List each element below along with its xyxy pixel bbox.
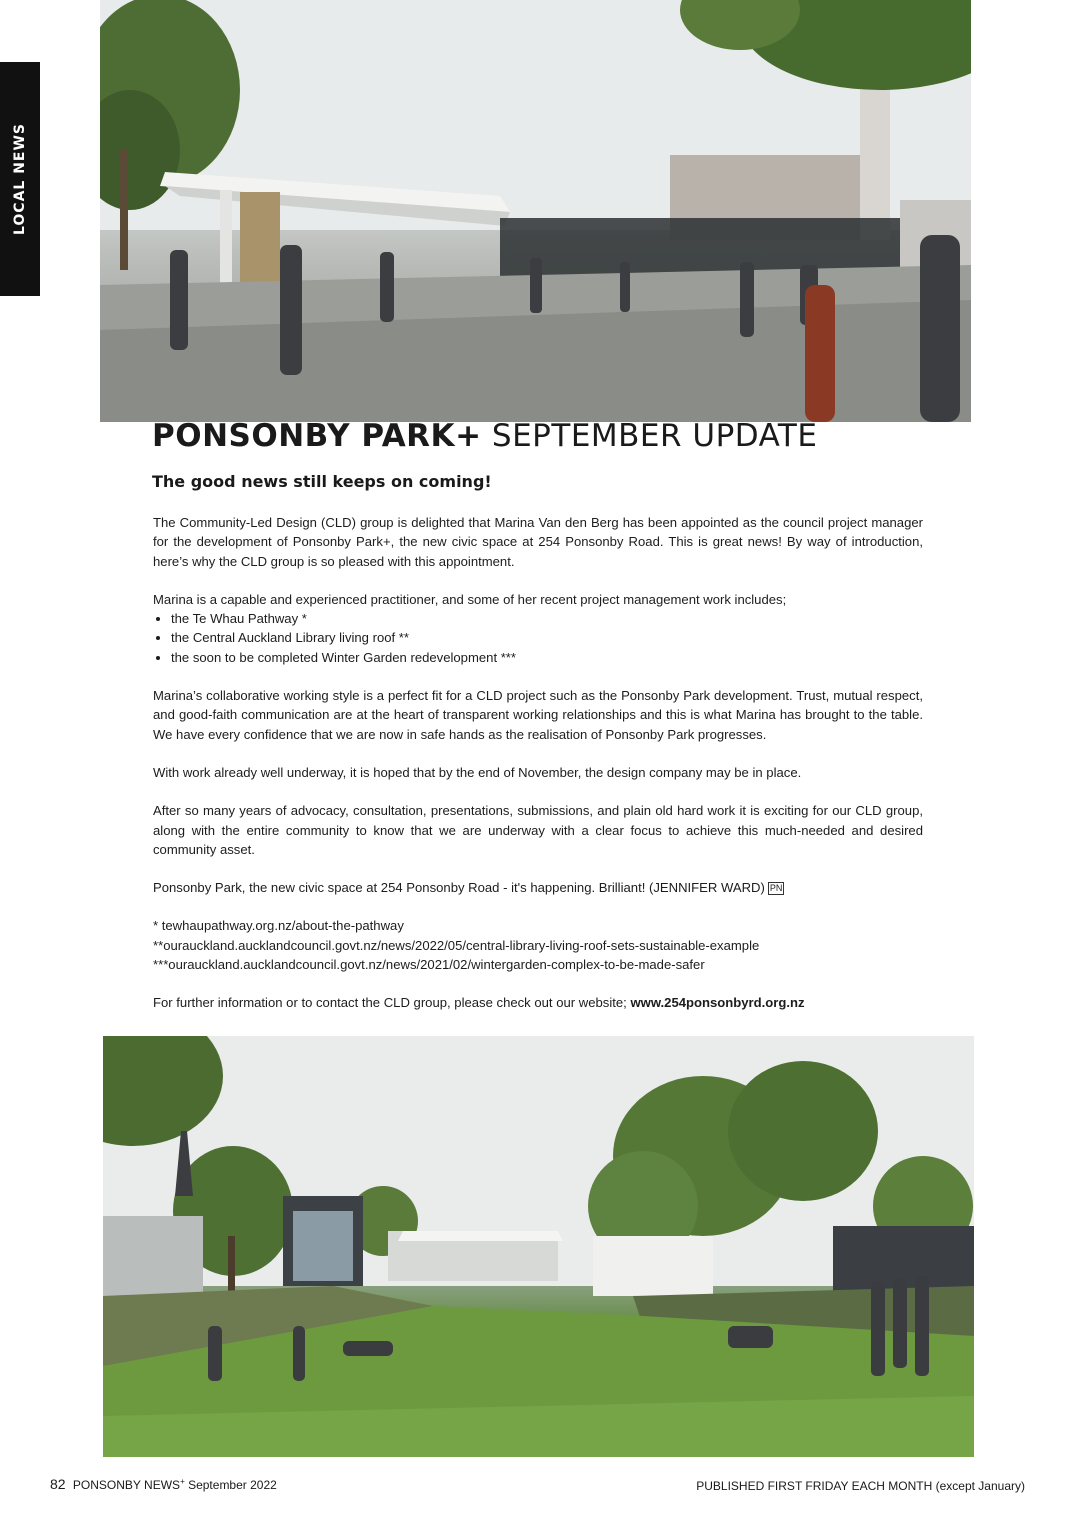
publication-name: PONSONBY NEWS [72,1478,181,1492]
issue-date: September 2022 [188,1478,277,1492]
reference-link[interactable]: **ourauckland.aucklandcouncil.govt.nz/news/2022/05/central-library-living-roof-sets-sustainable-example [153,937,760,953]
plus-mark: + [180,1477,185,1486]
paragraph: Marina is a capable and experienced practitioner, and some of her recent project management work includes; [153,591,787,607]
paragraph [153,878,923,897]
paragraph: Marina’s collaborative working style is a perfect fit for a CLD project such as the Ponsonby Park development. Trust, mutual respect, and good-faith communication are at the heart of transparent working relationships and this is what Marina has brought to the table. We have every confidence that we are now in safe hands as the realisation of Ponsonby Park progresses. [153,688,923,742]
article-body [153,513,923,1032]
landscape-photo-icon [100,0,971,422]
closing-paragraph [153,993,923,1012]
page-title-bold: PONSONBY PARK+ [152,418,482,454]
bottom-render-image [103,1036,974,1457]
pn-end-mark: PN [769,883,783,894]
list-item: • the soon to be completed Winter Garden redevelopment *** [171,648,923,667]
footer-right: PUBLISHED FIRST FRIDAY EACH MONTH (except January) [696,1479,1025,1493]
landscape-photo-icon [103,1036,974,1457]
paragraph: After so many years of advocacy, consultation, presentations, submissions, and plain old hard work it is exciting for our CLD group, along with the entire community to know that we are underway with a clear focus to achieve this much-needed and desired community asset. [153,803,923,857]
article-subtitle: The good news still keeps on coming! [152,472,492,491]
page-title-regular: SEPTEMBER UPDATE [491,418,818,454]
list-item: • the Central Auckland Library living roof ** [171,628,923,647]
sign-off: Ponsonby Park, the new civic space at 254 Ponsonby Road - it's happening. Brilliant! (JENNIFER WARD) [153,880,765,896]
footer-left [50,1476,277,1492]
reference-link[interactable]: ***ourauckland.aucklandcouncil.govt.nz/news/2021/02/wintergarden-complex-to-be-made-safer [153,957,705,973]
section-tab-label: LOCAL NEWS [12,122,28,236]
website-link[interactable]: www.254ponsonbyrd.org.nz [630,995,805,1011]
references [153,916,923,974]
bullet-list [153,609,923,667]
reference-link[interactable]: * tewhaupathway.org.nz/about-the-pathway [153,918,404,934]
page-title [152,418,817,454]
page-number: 82 [50,1476,66,1492]
list-item: • the Te Whau Pathway * [171,609,923,628]
section-tab [0,62,40,296]
top-render-image [100,0,971,422]
paragraph: With work already well underway, it is hoped that by the end of November, the design company may be in place. [153,764,802,780]
closing-text: For further information or to contact the CLD group, please check out our website; [153,995,627,1011]
paragraph: The Community-Led Design (CLD) group is delighted that Marina Van den Berg has been appointed as the council project manager for the development of Ponsonby Park+, the new civic space at 254 Ponsonby Road. This is great news! By way of introduction, here’s why the CLD group is so pleased with this appointment. [153,515,923,569]
